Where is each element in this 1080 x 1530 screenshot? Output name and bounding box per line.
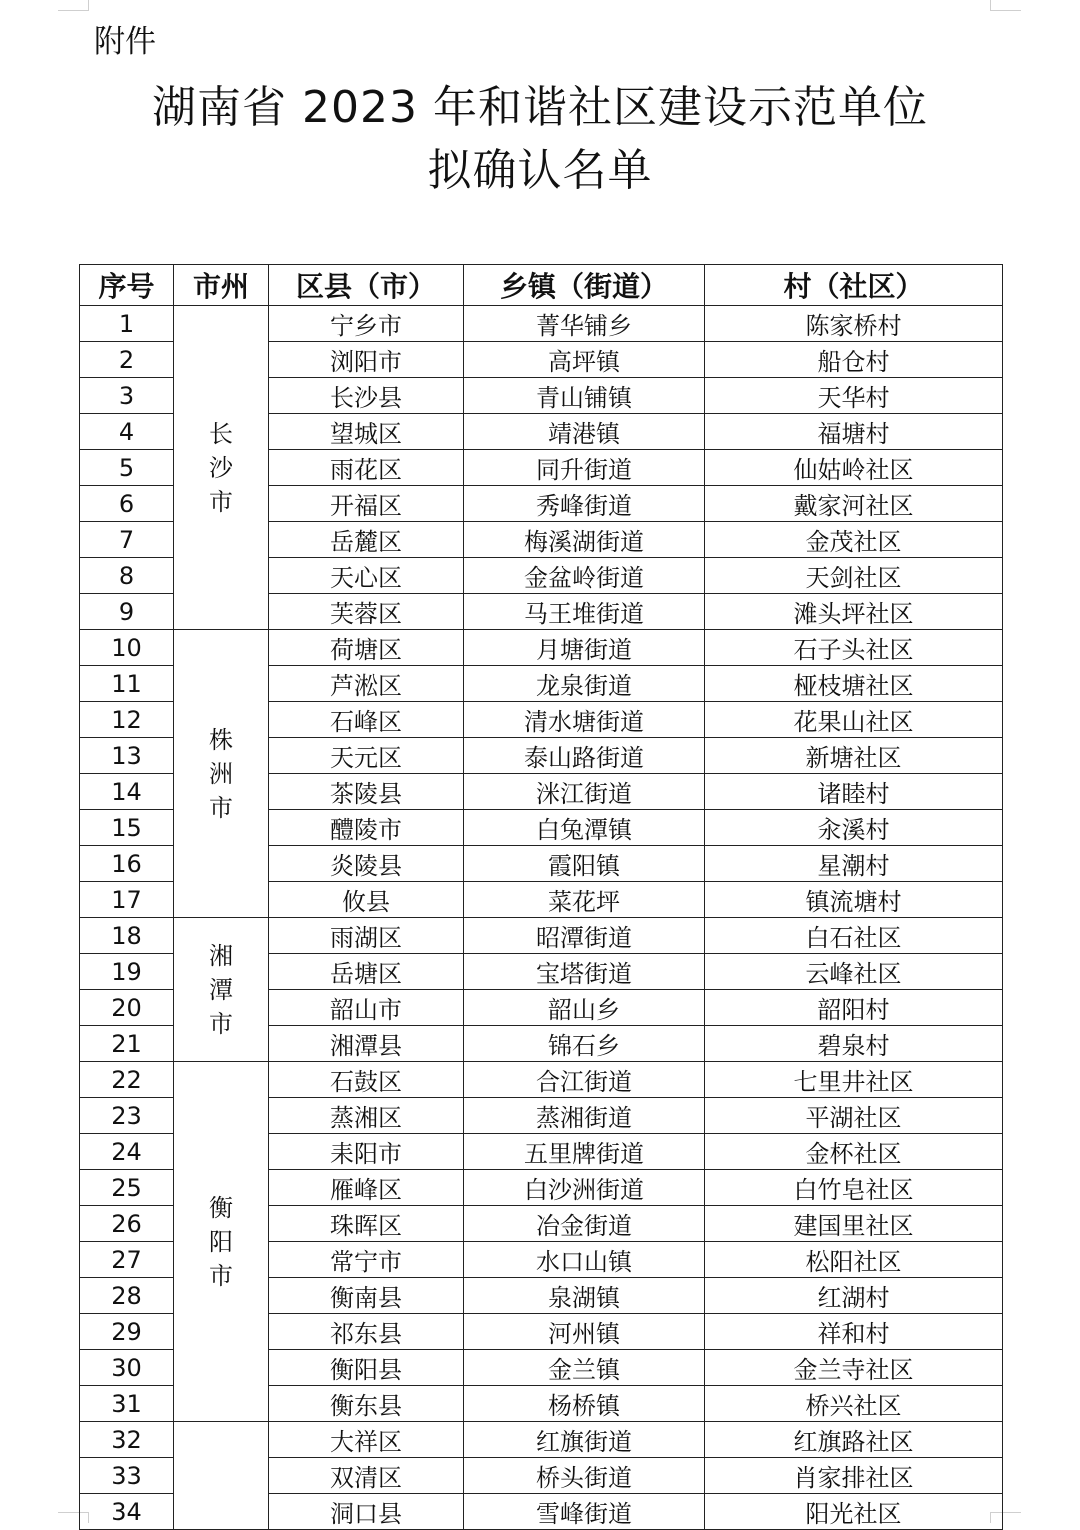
county-cell: 雨花区 <box>269 450 464 486</box>
table-row <box>80 918 1003 954</box>
village-cell: 金茂社区 <box>705 522 1003 558</box>
town-cell: 锦石乡 <box>464 1026 705 1062</box>
town-cell: 蒸湘街道 <box>464 1098 705 1134</box>
county-cell: 望城区 <box>269 414 464 450</box>
county-cell: 蒸湘区 <box>269 1098 464 1134</box>
row-number: 17 <box>80 882 174 918</box>
village-cell: 阳光社区 <box>705 1494 1003 1530</box>
table-row <box>80 306 1003 342</box>
county-cell: 衡阳县 <box>269 1350 464 1386</box>
town-cell: 马王堆街道 <box>464 594 705 630</box>
row-number: 32 <box>80 1422 174 1458</box>
county-cell: 雁峰区 <box>269 1170 464 1206</box>
row-number: 16 <box>80 846 174 882</box>
table-row <box>80 630 1003 666</box>
village-cell: 桥兴社区 <box>705 1386 1003 1422</box>
county-cell: 石峰区 <box>269 702 464 738</box>
county-cell: 珠晖区 <box>269 1206 464 1242</box>
county-cell: 开福区 <box>269 486 464 522</box>
page-corner-mark <box>990 0 1021 11</box>
town-cell: 霞阳镇 <box>464 846 705 882</box>
document-title: 湖南省 2023 年和谐社区建设示范单位 <box>152 82 928 133</box>
row-number: 26 <box>80 1206 174 1242</box>
village-cell: 诸睦村 <box>705 774 1003 810</box>
city-cell <box>174 306 269 630</box>
county-cell: 茶陵县 <box>269 774 464 810</box>
village-cell: 碧泉村 <box>705 1026 1003 1062</box>
county-cell: 湘潭县 <box>269 1026 464 1062</box>
row-number: 19 <box>80 954 174 990</box>
village-cell: 天华村 <box>705 378 1003 414</box>
row-number: 29 <box>80 1314 174 1350</box>
village-cell: 星潮村 <box>705 846 1003 882</box>
row-number: 28 <box>80 1278 174 1314</box>
village-cell: 白石社区 <box>705 918 1003 954</box>
table-header <box>80 265 1003 306</box>
row-number: 25 <box>80 1170 174 1206</box>
village-cell: 红湖村 <box>705 1278 1003 1314</box>
row-number: 21 <box>80 1026 174 1062</box>
table-body <box>80 306 1003 1530</box>
row-number: 6 <box>80 486 174 522</box>
town-cell: 水口山镇 <box>464 1242 705 1278</box>
town-cell: 五里牌街道 <box>464 1134 705 1170</box>
county-cell: 双清区 <box>269 1458 464 1494</box>
row-number: 27 <box>80 1242 174 1278</box>
town-cell: 韶山乡 <box>464 990 705 1026</box>
city-cell <box>174 1062 269 1422</box>
county-cell: 芦淞区 <box>269 666 464 702</box>
page-corner-mark <box>58 0 89 11</box>
county-cell: 天元区 <box>269 738 464 774</box>
row-number: 8 <box>80 558 174 594</box>
row-number: 2 <box>80 342 174 378</box>
header-city: 市州 <box>174 265 269 306</box>
county-cell: 芙蓉区 <box>269 594 464 630</box>
city-cell <box>174 1422 269 1530</box>
town-cell: 合江街道 <box>464 1062 705 1098</box>
county-cell: 岳麓区 <box>269 522 464 558</box>
town-cell: 白沙洲街道 <box>464 1170 705 1206</box>
town-cell: 秀峰街道 <box>464 486 705 522</box>
county-cell: 祁东县 <box>269 1314 464 1350</box>
row-number: 11 <box>80 666 174 702</box>
village-cell: 祥和村 <box>705 1314 1003 1350</box>
town-cell: 红旗街道 <box>464 1422 705 1458</box>
row-number: 12 <box>80 702 174 738</box>
row-number: 18 <box>80 918 174 954</box>
row-number: 15 <box>80 810 174 846</box>
town-cell: 宝塔街道 <box>464 954 705 990</box>
village-cell: 滩头坪社区 <box>705 594 1003 630</box>
village-cell: 汆溪村 <box>705 810 1003 846</box>
town-cell: 河州镇 <box>464 1314 705 1350</box>
town-cell: 靖港镇 <box>464 414 705 450</box>
county-cell: 雨湖区 <box>269 918 464 954</box>
county-cell: 洞口县 <box>269 1494 464 1530</box>
county-cell: 天心区 <box>269 558 464 594</box>
city-cell <box>174 630 269 918</box>
town-cell: 昭潭街道 <box>464 918 705 954</box>
village-cell: 新塘社区 <box>705 738 1003 774</box>
header-row <box>80 265 1003 306</box>
row-number: 1 <box>80 306 174 342</box>
village-cell: 建国里社区 <box>705 1206 1003 1242</box>
town-cell: 泰山路街道 <box>464 738 705 774</box>
town-cell: 白兔潭镇 <box>464 810 705 846</box>
village-cell: 平湖社区 <box>705 1098 1003 1134</box>
town-cell: 同升街道 <box>464 450 705 486</box>
row-number: 24 <box>80 1134 174 1170</box>
town-cell: 杨桥镇 <box>464 1386 705 1422</box>
row-number: 31 <box>80 1386 174 1422</box>
city-name: 株洲市 <box>209 725 233 822</box>
village-cell: 韶阳村 <box>705 990 1003 1026</box>
county-cell: 醴陵市 <box>269 810 464 846</box>
row-number: 30 <box>80 1350 174 1386</box>
row-number: 20 <box>80 990 174 1026</box>
header-county: 区县（市） <box>269 265 464 306</box>
town-cell: 清水塘街道 <box>464 702 705 738</box>
roster-table <box>79 264 1003 1530</box>
row-number: 14 <box>80 774 174 810</box>
village-cell: 金兰寺社区 <box>705 1350 1003 1386</box>
row-number: 33 <box>80 1458 174 1494</box>
town-cell: 金兰镇 <box>464 1350 705 1386</box>
county-cell: 长沙县 <box>269 378 464 414</box>
town-cell: 菜花坪 <box>464 882 705 918</box>
town-cell: 泉湖镇 <box>464 1278 705 1314</box>
village-cell: 肖家排社区 <box>705 1458 1003 1494</box>
county-cell: 炎陵县 <box>269 846 464 882</box>
city-cell <box>174 918 269 1062</box>
town-cell: 青山铺镇 <box>464 378 705 414</box>
village-cell: 花果山社区 <box>705 702 1003 738</box>
row-number: 9 <box>80 594 174 630</box>
attachment-label: 附件 <box>94 24 156 60</box>
county-cell: 大祥区 <box>269 1422 464 1458</box>
village-cell: 石子头社区 <box>705 630 1003 666</box>
county-cell: 石鼓区 <box>269 1062 464 1098</box>
row-number: 4 <box>80 414 174 450</box>
row-number: 13 <box>80 738 174 774</box>
row-number: 34 <box>80 1494 174 1530</box>
county-cell: 攸县 <box>269 882 464 918</box>
village-cell: 仙姑岭社区 <box>705 450 1003 486</box>
village-cell: 船仓村 <box>705 342 1003 378</box>
table-row <box>80 1422 1003 1458</box>
village-cell: 天剑社区 <box>705 558 1003 594</box>
village-cell: 松阳社区 <box>705 1242 1003 1278</box>
city-name: 长沙市 <box>209 419 233 516</box>
town-cell: 金盆岭街道 <box>464 558 705 594</box>
row-number: 23 <box>80 1098 174 1134</box>
header-village: 村（社区） <box>705 265 1003 306</box>
village-cell: 戴家河社区 <box>705 486 1003 522</box>
village-cell: 金杯社区 <box>705 1134 1003 1170</box>
village-cell: 七里井社区 <box>705 1062 1003 1098</box>
row-number: 10 <box>80 630 174 666</box>
village-cell: 桠枝塘社区 <box>705 666 1003 702</box>
village-cell: 福塘村 <box>705 414 1003 450</box>
document-subtitle: 拟确认名单 <box>427 145 653 196</box>
town-cell: 菁华铺乡 <box>464 306 705 342</box>
village-cell: 云峰社区 <box>705 954 1003 990</box>
village-cell: 镇流塘村 <box>705 882 1003 918</box>
county-cell: 岳塘区 <box>269 954 464 990</box>
town-cell: 高坪镇 <box>464 342 705 378</box>
county-cell: 耒阳市 <box>269 1134 464 1170</box>
village-cell: 红旗路社区 <box>705 1422 1003 1458</box>
village-cell: 白竹皂社区 <box>705 1170 1003 1206</box>
county-cell: 韶山市 <box>269 990 464 1026</box>
town-cell: 雪峰街道 <box>464 1494 705 1530</box>
city-name: 衡阳市 <box>209 1193 233 1290</box>
table-row <box>80 1062 1003 1098</box>
city-name: 湘潭市 <box>209 941 233 1038</box>
town-cell: 月塘街道 <box>464 630 705 666</box>
town-cell: 洣江街道 <box>464 774 705 810</box>
county-cell: 浏阳市 <box>269 342 464 378</box>
row-number: 5 <box>80 450 174 486</box>
county-cell: 荷塘区 <box>269 630 464 666</box>
town-cell: 梅溪湖街道 <box>464 522 705 558</box>
town-cell: 龙泉街道 <box>464 666 705 702</box>
village-cell: 陈家桥村 <box>705 306 1003 342</box>
header-town: 乡镇（街道） <box>464 265 705 306</box>
county-cell: 衡东县 <box>269 1386 464 1422</box>
row-number: 3 <box>80 378 174 414</box>
row-number: 7 <box>80 522 174 558</box>
header-no: 序号 <box>80 265 174 306</box>
county-cell: 宁乡市 <box>269 306 464 342</box>
town-cell: 冶金街道 <box>464 1206 705 1242</box>
town-cell: 桥头街道 <box>464 1458 705 1494</box>
row-number: 22 <box>80 1062 174 1098</box>
county-cell: 衡南县 <box>269 1278 464 1314</box>
county-cell: 常宁市 <box>269 1242 464 1278</box>
